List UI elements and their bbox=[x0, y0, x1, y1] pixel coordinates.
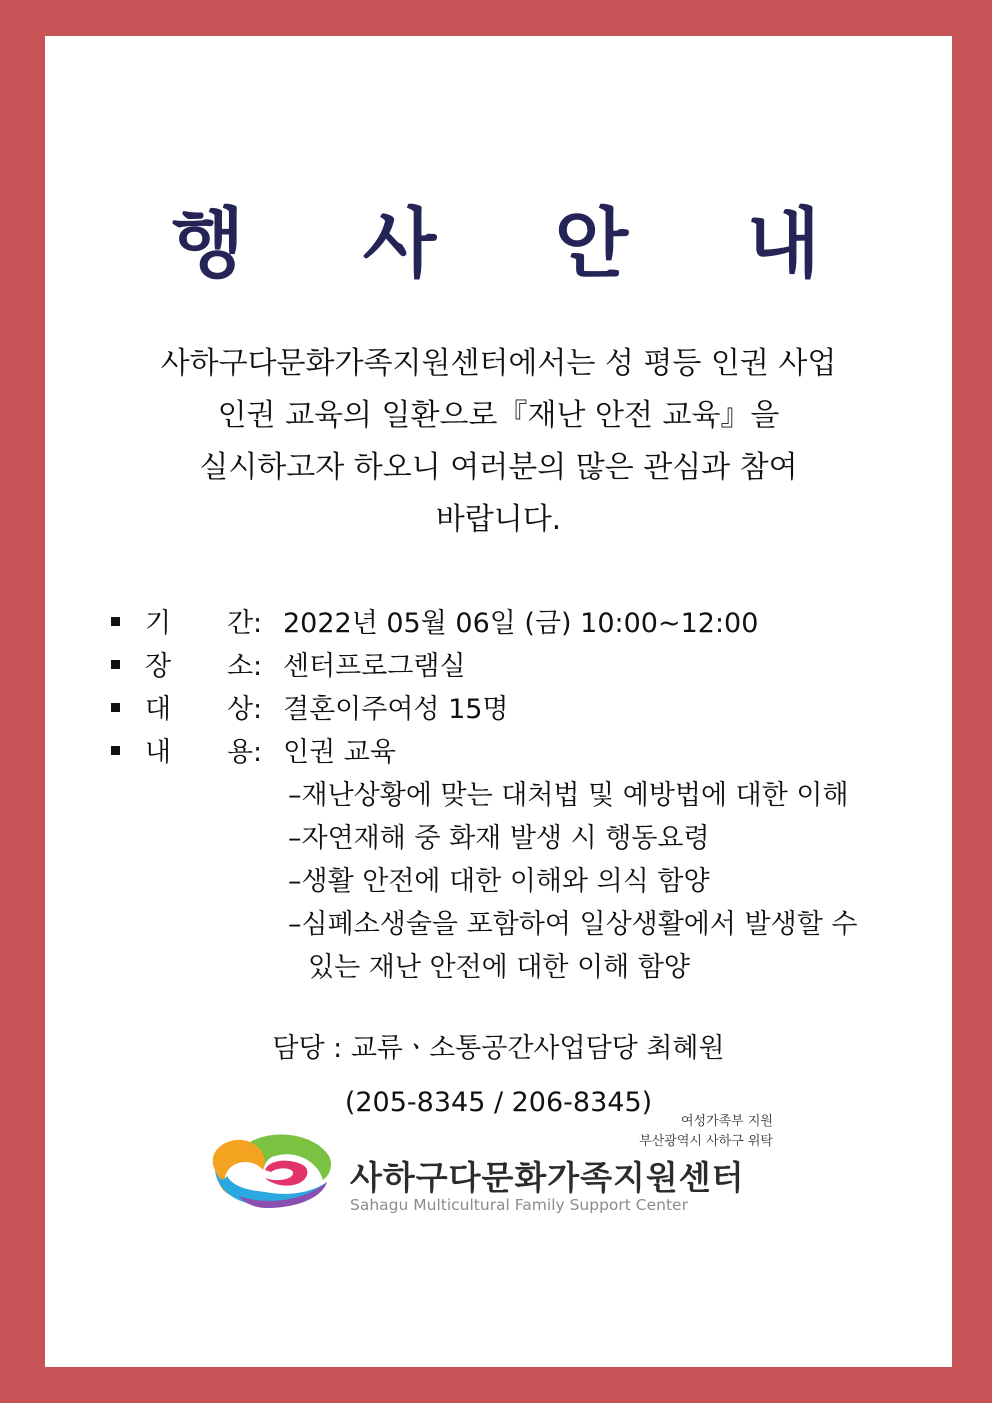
detail-value: 인권 교육 bbox=[283, 737, 396, 768]
detail-label: 대 bbox=[145, 694, 172, 725]
intro-line: 실시하고자 하오니 여러분의 많은 관심과 참여 bbox=[199, 450, 798, 485]
bullet-icon bbox=[111, 645, 145, 688]
support-line: 여성가족부 지원 bbox=[680, 1114, 773, 1129]
detail-value: 센터프로그램실 bbox=[283, 651, 466, 682]
sub-item-continuation: 있는 재난 안전에 대한 이해 함양 bbox=[308, 952, 690, 983]
heart-logo-icon bbox=[205, 1130, 335, 1208]
detail-label: 장 bbox=[145, 651, 172, 682]
bullet-icon bbox=[111, 731, 145, 774]
content-sub-items bbox=[288, 774, 857, 989]
intro-line: 인권 교육의 일환으로『재난 안전 교육』을 bbox=[217, 398, 780, 433]
support-line: 부산광역시 사하구 위탁 bbox=[639, 1134, 773, 1149]
detail-label: 내 bbox=[145, 737, 172, 768]
contact-person: 담당 : 교류ㆍ소통공간사업담당 최혜원 bbox=[272, 1033, 725, 1064]
detail-label: 소 bbox=[227, 651, 254, 682]
center-logo bbox=[205, 1112, 785, 1212]
event-details bbox=[111, 602, 857, 989]
detail-label: 상 bbox=[227, 694, 254, 725]
sub-item: –자연재해 중 화재 발생 시 행동요령 bbox=[288, 823, 710, 854]
logo-english-name: Sahagu Multicultural Family Support Center bbox=[350, 1196, 688, 1214]
intro-line: 사하구다문화가족지원센터에서는 성 평등 인권 사업 bbox=[160, 346, 837, 381]
page-title: 행 사 안 내 bbox=[170, 199, 867, 288]
sub-item: –생활 안전에 대한 이해와 의식 함양 bbox=[288, 866, 710, 897]
intro-line: 바랍니다. bbox=[435, 502, 562, 537]
detail-colon: : bbox=[253, 608, 263, 639]
detail-row-place bbox=[111, 645, 857, 688]
detail-row-target bbox=[111, 688, 857, 731]
detail-colon: : bbox=[253, 737, 263, 768]
logo-center-name: 사하구다문화가족지원센터 bbox=[350, 1158, 745, 1197]
contact-phone: (205-8345 / 206-8345) bbox=[344, 1087, 653, 1118]
detail-label: 기 bbox=[145, 608, 172, 639]
detail-label: 간 bbox=[227, 608, 254, 639]
logo-support-text bbox=[639, 1112, 773, 1152]
bullet-icon bbox=[111, 602, 145, 645]
sub-item: –재난상황에 맞는 대처법 및 예방법에 대한 이해 bbox=[288, 780, 849, 811]
detail-row-content bbox=[111, 731, 857, 774]
detail-colon: : bbox=[253, 694, 263, 725]
bullet-icon bbox=[111, 688, 145, 731]
notice-sheet bbox=[45, 36, 952, 1367]
detail-colon: : bbox=[253, 651, 263, 682]
sub-item: –심폐소생술을 포함하여 일상생활에서 발생할 수 bbox=[288, 909, 858, 940]
detail-label: 용 bbox=[227, 737, 254, 768]
intro-paragraph bbox=[45, 338, 952, 546]
detail-value: 결혼이주여성 15명 bbox=[283, 694, 509, 725]
detail-value: 2022년 05월 06일 (금) 10:00~12:00 bbox=[283, 608, 759, 639]
detail-row-period bbox=[111, 602, 857, 645]
